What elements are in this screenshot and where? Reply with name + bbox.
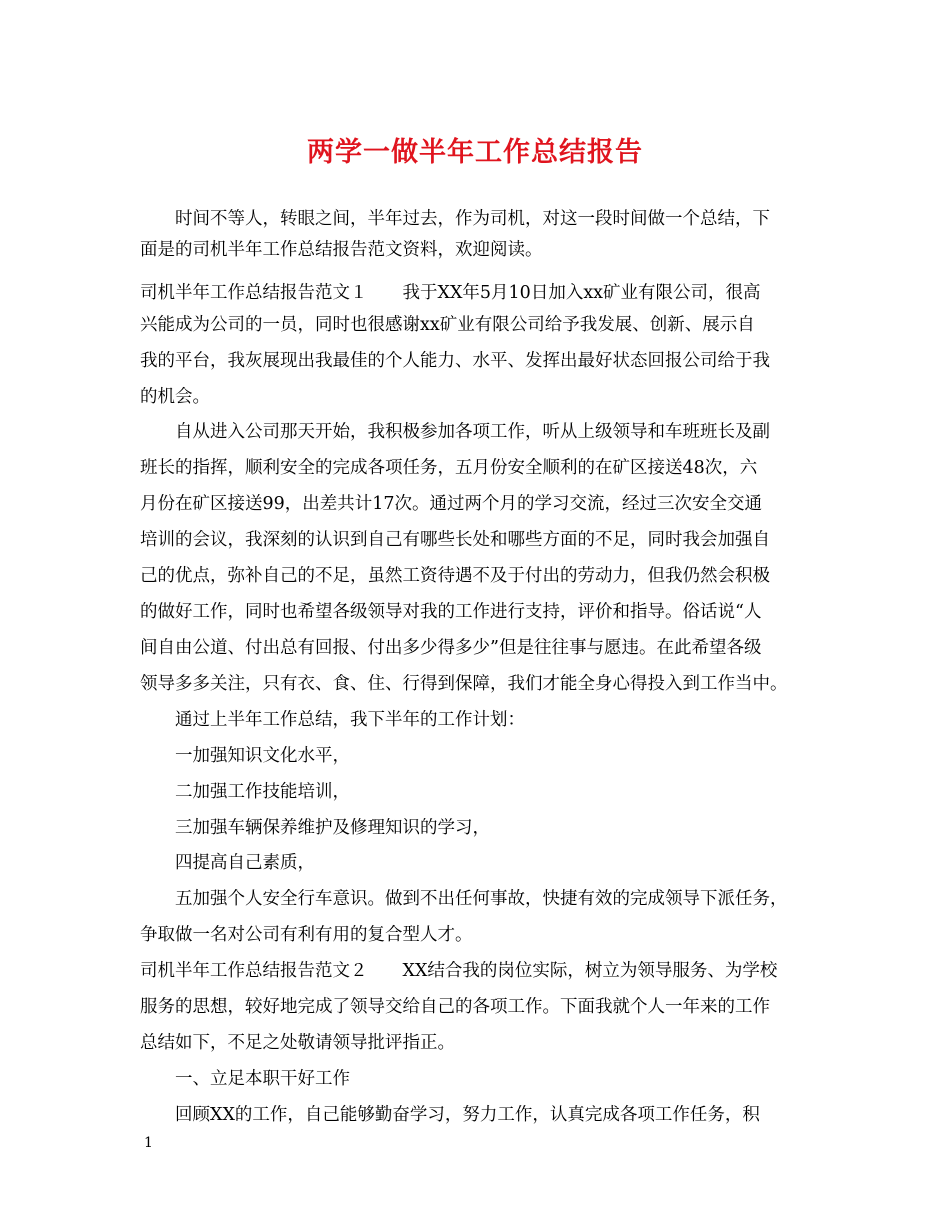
text-line: 服务的思想，较好地完成了领导交给自己的各项工作。下面我就个人一年来的工作 — [140, 997, 770, 1017]
text-line: 四提高自己素质， — [140, 853, 315, 873]
text-line: 五加强个人安全行车意识。做到不出任何事故，快捷有效的完成领导下派任务， — [140, 889, 788, 909]
text-line: 的做好工作，同时也希望各级领导对我的工作进行支持，评价和指导。俗话说“人 — [140, 602, 762, 622]
text-line: 二加强工作技能培训， — [140, 782, 350, 802]
text-line: 一、立足本职干好工作 — [140, 1069, 350, 1089]
text-line: 一加强知识文化水平， — [140, 746, 350, 766]
page-number: 1 — [144, 1135, 153, 1151]
text-line: 培训的会议，我深刻的认识到自己有哪些长处和哪些方面的不足，同时我会加强自 — [140, 530, 770, 550]
text-line: 三加强车辆保养维护及修理知识的学习， — [140, 818, 490, 838]
text-line: 我的平台，我灰展现出我最佳的个人能力、水平、发挥出最好状态回报公司给于我 — [140, 351, 770, 371]
text-line: 自从进入公司那天开始，我积极参加各项工作，听从上级领导和车班班长及副 — [140, 422, 770, 442]
text-line: 总结如下，不足之处敬请领导批评指正。 — [140, 1033, 455, 1053]
text-line: 班长的指挥，顺利安全的完成各项任务，五月份安全顺利的在矿区接送48次，六 — [140, 458, 758, 478]
text-line: 通过上半年工作总结，我下半年的工作计划： — [140, 710, 525, 730]
text-line: 时间不等人，转眼之间，半年过去，作为司机，对这一段时间做一个总结，下 — [140, 209, 770, 229]
text-line: 间自由公道、付出总有回报、付出多少得多少”但是往往事与愿违。在此希望各级 — [140, 638, 762, 658]
text-line: 的机会。 — [140, 387, 210, 407]
text-line: 司机半年工作总结报告范文１ 我于XX年5月10日加入xx矿业有限公司，很高 — [140, 283, 761, 303]
text-line: 领导多多关注，只有衣、食、住、行得到保障，我们才能全身心得投入到工作当中。 — [140, 674, 788, 694]
text-line: 面是的司机半年工作总结报告范文资料，欢迎阅读。 — [140, 240, 543, 260]
text-line: 争取做一名对公司有利有用的复合型人才。 — [140, 925, 473, 945]
text-line: 兴能成为公司的一员，同时也很感谢xx矿业有限公司给予我发展、创新、展示自 — [140, 315, 755, 335]
text-line: 回顾XX的工作，自己能够勤奋学习，努力工作，认真完成各项工作任务，积 — [140, 1105, 760, 1125]
text-line: 己的优点，弥补自己的不足，虽然工资待遇不及于付出的劳动力，但我仍然会积极 — [140, 566, 770, 586]
text-line: 司机半年工作总结报告范文２ XX结合我的岗位实际，树立为领导服务、为学校 — [140, 961, 778, 981]
document-title: 两学一做半年工作总结报告 — [307, 137, 643, 168]
text-line: 月份在矿区接送99，出差共计17次。通过两个月的学习交流，经过三次安全交通 — [140, 494, 763, 514]
